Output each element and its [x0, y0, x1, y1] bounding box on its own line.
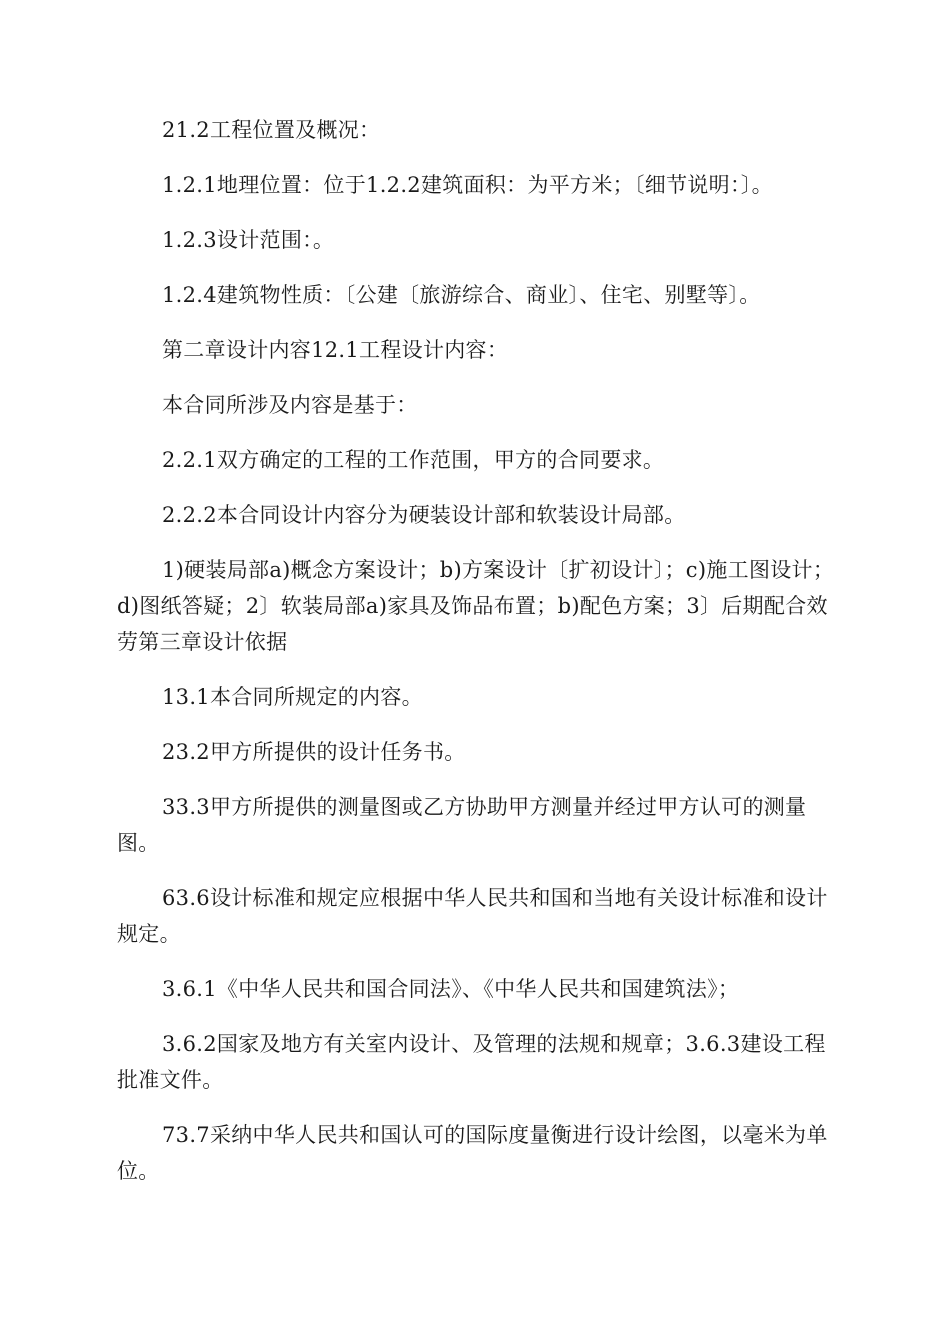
- paragraph-regulations: 3.6.2国家及地方有关室内设计、及管理的法规和规章；3.6.3建设工程批准文件。: [117, 1032, 826, 1092]
- paragraph-design-content-split: 2.2.2本合同设计内容分为硬装设计部和软装设计局部。: [162, 503, 686, 527]
- paragraph-contract-basis: 本合同所涉及内容是基于：: [162, 393, 418, 417]
- paragraph-laws: 3.6.1《中华人民共和国合同法》、《中华人民共和国建筑法》；: [162, 977, 740, 1001]
- paragraph-contract-provisions: 13.1本合同所规定的内容。: [162, 685, 423, 709]
- paragraph-geographic-location: 1.2.1地理位置：位于1.2.2建筑面积：为平方米；〔细节说明：〕。: [162, 173, 773, 197]
- paragraph-design-standards: 63.6设计标准和规定应根据中华人民共和国和当地有关设计标准和设计规定。: [117, 886, 828, 946]
- paragraph-chapter-two-heading: 第二章设计内容12.1工程设计内容：: [162, 338, 509, 362]
- document-body: [117, 112, 837, 1208]
- paragraph-measurement-units: 73.7采纳中华人民共和国认可的国际度量衡进行设计绘图，以毫米为单位。: [117, 1123, 828, 1183]
- paragraph-building-nature: 1.2.4建筑物性质：〔公建〔旅游综合、商业〕、住宅、别墅等〕。: [162, 283, 761, 307]
- paragraph-design-brief: 23.2甲方所提供的设计任务书。: [162, 740, 466, 764]
- paragraph-design-scope: 1.2.3设计范围：。: [162, 228, 335, 252]
- paragraph-work-scope: 2.2.1双方确定的工程的工作范围，甲方的合同要求。: [162, 448, 665, 472]
- paragraph-project-location: 21.2工程位置及概况：: [162, 118, 381, 142]
- paragraph-survey-drawings: 33.3甲方所提供的测量图或乙方协助甲方测量并经过甲方认可的测量图。: [117, 795, 807, 855]
- paragraph-design-items: 1)硬装局部a)概念方案设计；b)方案设计〔扩初设计〕；c)施工图设计；d)图纸答疑；2〕软装局部a)家具及饰品布置；b)配色方案；3〕后期配合效劳第三章设计依据: [117, 558, 835, 654]
